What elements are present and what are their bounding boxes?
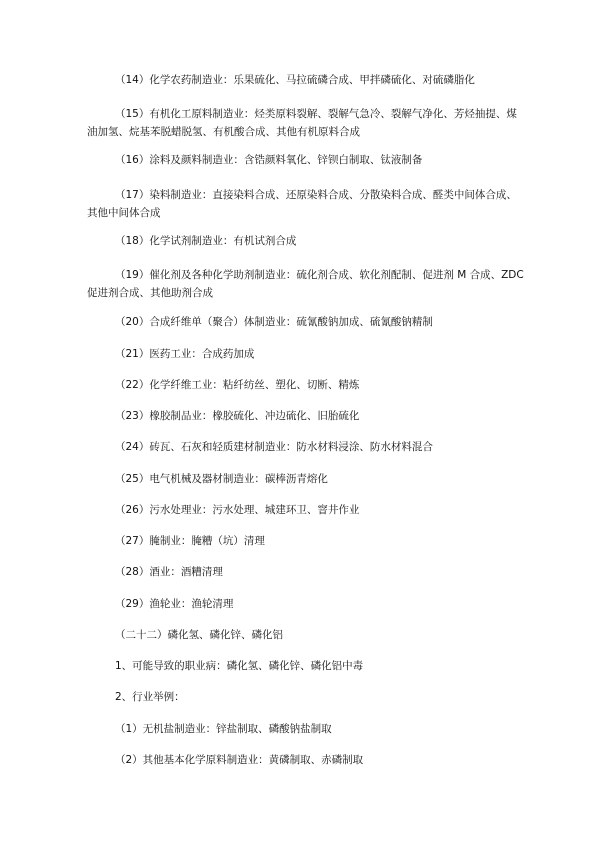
text-line: （14）化学农药制造业：乐果硫化、马拉硫磷合成、甲拌磷硫化、对硫磷脂化 [115,74,475,86]
text-line: （22）化学纤维工业：粘纤纺丝、塑化、切断、精炼 [115,379,360,391]
text-line: 油加氢、烷基苯脱蜡脱氢、有机酸合成、其他有机原料合成 [87,126,360,138]
text-line: （1）无机盐制造业：锌盐制取、磷酸钠盐制取 [115,723,332,735]
text-line: （20）合成纤维单（聚合）体制造业：硫氰酸钠加成、硫氰酸钠精制 [115,316,433,328]
text-line: （26）污水处理业：污水处理、城建环卫、窨井作业 [115,504,360,516]
text-line: （19）催化剂及各种化学助剂制造业：硫化剂合成、软化剂配制、促进剂 M 合成、ZDC [115,269,524,281]
text-line: 促进剂合成、其他助剂合成 [87,287,213,299]
text-line: 其他中间体合成 [87,207,161,219]
text-line: （25）电气机械及器材制造业：碳棒沥青熔化 [115,473,328,485]
text-line: （16）涂料及颜料制造业：含锆颜料氧化、锌钡白制取、钛液制备 [115,154,423,166]
text-line: 2、行业举例： [115,691,185,703]
text-line: （24）砖瓦、石灰和轻质建材制造业：防水材料浸涂、防水材料混合 [115,441,433,453]
text-line: （23）橡胶制品业：橡胶硫化、冲边硫化、旧胎硫化 [115,410,360,422]
text-line: （15）有机化工原料制造业：烃类原料裂解、裂解气急冷、裂解气净化、芳烃抽提、煤 [115,108,517,120]
text-line: （2）其他基本化学原料制造业：黄磷制取、赤磷制取 [115,754,364,766]
text-line: （17）染料制造业：直接染料合成、还原染料合成、分散染料合成、醛类中间体合成、 [115,189,517,201]
text-line: （18）化学试剂制造业：有机试剂合成 [115,235,297,247]
section-heading: （二十二）磷化氢、磷化锌、磷化铝 [115,629,283,641]
text-line: （28）酒业：酒糟清理 [115,566,223,578]
text-line: （29）渔轮业：渔轮清理 [115,598,234,610]
text-line: （21）医药工业：合成药加成 [115,348,255,360]
text-line: （27）腌制业：腌糟（坑）清理 [115,535,265,547]
text-line: 1、可能导致的职业病：磷化氢、磷化锌、磷化铝中毒 [115,660,364,672]
